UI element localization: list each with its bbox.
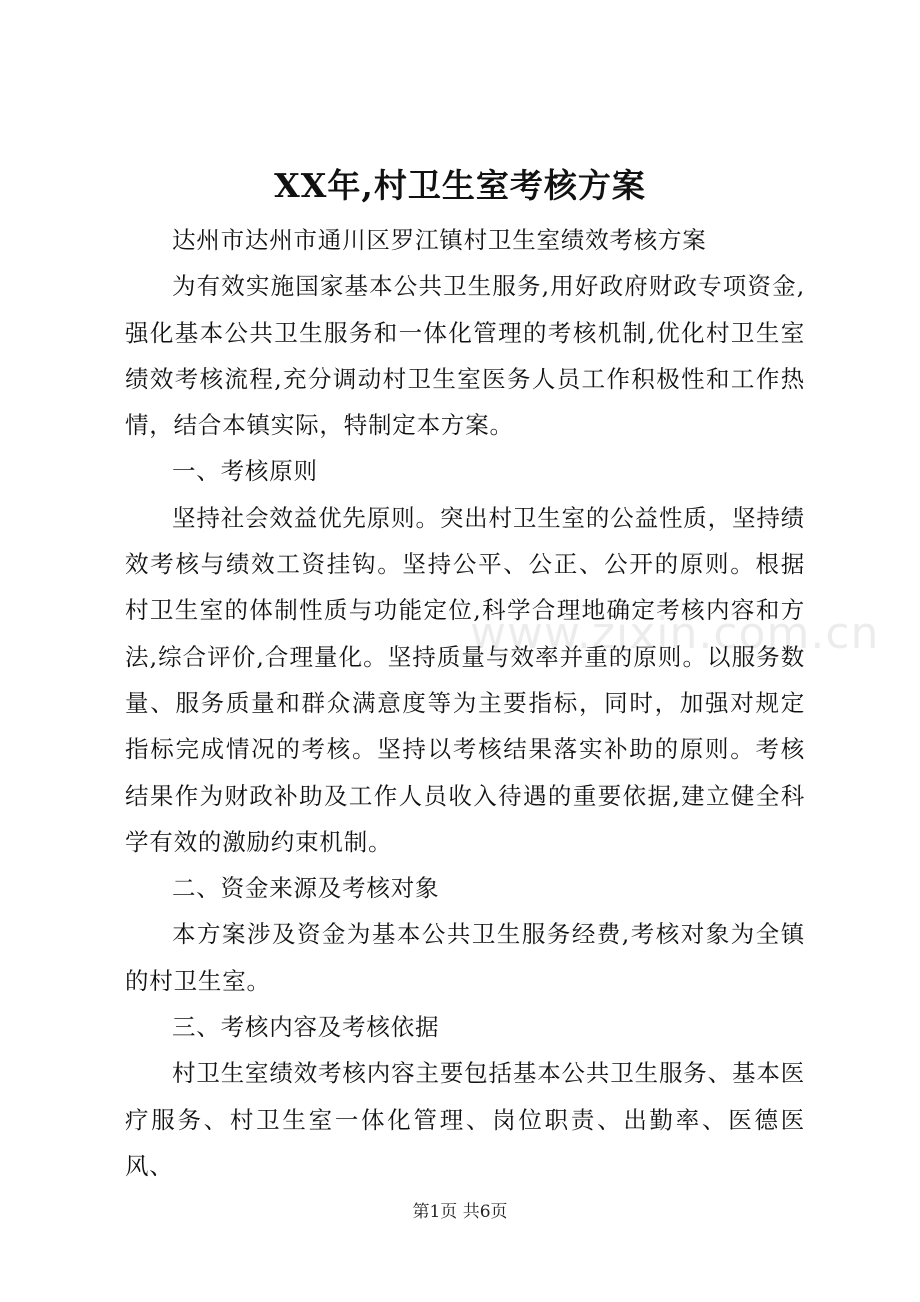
funding-paragraph: 本方案涉及资金为基本公共卫生服务经费,考核对象为全镇的村卫生室。 <box>125 920 805 995</box>
section-heading-3: 三、考核内容及考核依据 <box>172 1013 440 1042</box>
watermark: www.zixin.com.cn <box>470 608 880 659</box>
document-title: XX年,村卫生室考核方案 <box>274 166 646 205</box>
section-heading-2: 二、资金来源及考核对象 <box>172 874 440 903</box>
subtitle-paragraph: 达州市达州市通川区罗江镇村卫生室绩效考核方案 <box>172 226 707 254</box>
section-heading-1: 一、考核原则 <box>172 457 318 486</box>
principles-paragraph: 坚持社会效益优先原则。突出村卫生室的公益性质，坚持绩效考核与绩效工资挂钩。坚持公平、公正、公开的原则。根据村卫生室的体制性质与功能定位,科学合理地确定考核内容和方法,综合评价,合理量化。坚持质量与效率并重的原则。以服务数量、服务质量和群众满意度等为主要指标，同时，加强对规定指标完成情况的考核。坚持以考核结果落实补助的原则。考核结果作为财政补助及工作人员收入待遇的重要依据,建立健全科学有效的激励约束机制。 <box>125 503 805 856</box>
intro-paragraph: 为有效实施国家基本公共卫生服务,用好政府财政专项资金,强化基本公共卫生服务和一体化管理的考核机制,优化村卫生室绩效考核流程,充分调动村卫生室医务人员工作积极性和工作热情，结合本镇实际，特制定本方案。 <box>125 272 805 440</box>
content-paragraph: 村卫生室绩效考核内容主要包括基本公共卫生服务、基本医疗服务、村卫生室一体化管理、岗位职责、出勤率、医德医风、 <box>125 1059 805 1180</box>
page-footer: 第1页 共6页 <box>412 1202 508 1222</box>
document-body <box>125 217 805 1189</box>
